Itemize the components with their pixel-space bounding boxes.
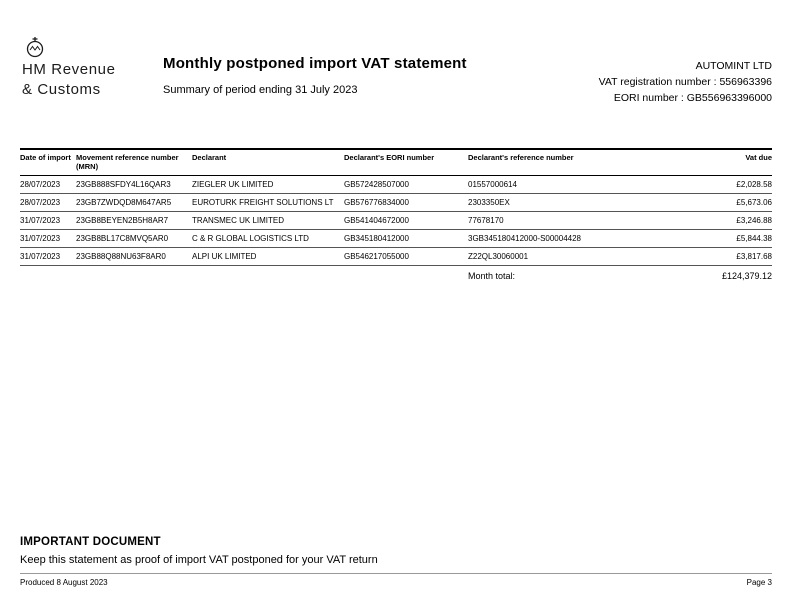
table-cell: 28/07/2023 (20, 194, 76, 212)
table-cell: £5,844.38 (642, 230, 772, 248)
company-details (599, 58, 772, 106)
table-cell: 3GB345180412000-S00004428 (468, 230, 642, 248)
hmrc-logo (22, 36, 116, 98)
table-row (20, 176, 772, 194)
table-cell: GB572428507000 (344, 176, 468, 194)
table-cell: GB345180412000 (344, 230, 468, 248)
table-cell: C & R GLOBAL LOGISTICS LTD (192, 230, 344, 248)
table-cell: 23GB888SFDY4L16QAR3 (76, 176, 192, 194)
column-header-eori: Declarant's EORI number (344, 149, 468, 176)
column-header-reference: Declarant's reference number (468, 149, 642, 176)
table-cell: ZIEGLER UK LIMITED (192, 176, 344, 194)
table-cell: 23GB88Q88NU63F8AR0 (76, 248, 192, 266)
table-header (20, 149, 772, 176)
table-cell: £5,673.06 (642, 194, 772, 212)
vat-registration-number: VAT registration number : 556963396 (598, 76, 772, 88)
hmrc-crown-icon (24, 36, 46, 58)
table-cell: GB546217055000 (344, 248, 468, 266)
table-cell: GB576776834000 (344, 194, 468, 212)
eori-number: EORI number : GB556963396000 (613, 92, 772, 104)
produced-date: Produced 8 August 2023 (20, 578, 108, 587)
table-footer (20, 266, 772, 286)
table-cell: 2303350EX (468, 194, 642, 212)
table-row (20, 248, 772, 266)
table-cell: 31/07/2023 (20, 230, 76, 248)
table-cell: 23GB8BL17C8MVQ5AR0 (76, 230, 192, 248)
table-cell: 77678170 (468, 212, 642, 230)
table-cell: ALPI UK LIMITED (192, 248, 344, 266)
page-footer (20, 573, 772, 587)
table-cell: 31/07/2023 (20, 248, 76, 266)
company-name: AUTOMINT LTD (695, 60, 772, 72)
hmrc-logo-line2: & Customs (22, 81, 101, 98)
column-header-date: Date of import (20, 149, 76, 176)
vat-statement-table (20, 148, 772, 285)
notice-body: Keep this statement as proof of import VAT postponed for your VAT return (20, 554, 378, 566)
table-cell: TRANSMEC UK LIMITED (192, 212, 344, 230)
table-row (20, 230, 772, 248)
table-cell: Z22QL30060001 (468, 248, 642, 266)
column-header-declarant: Declarant (192, 149, 344, 176)
table-cell: EUROTURK FREIGHT SOLUTIONS LT (192, 194, 344, 212)
table-cell: £3,246.88 (642, 212, 772, 230)
hmrc-logo-line1: HM Revenue (22, 61, 116, 78)
title-block (163, 55, 467, 96)
column-header-mrn: Movement reference number (MRN) (76, 149, 192, 176)
table-cell: 28/07/2023 (20, 176, 76, 194)
page-number: Page 3 (746, 578, 772, 587)
table-cell: 01557000614 (468, 176, 642, 194)
column-header-vat-due: Vat due (642, 149, 772, 176)
table-body (20, 176, 772, 266)
table-cell: 23GB7ZWDQD8M647AR5 (76, 194, 192, 212)
table-cell: £2,028.58 (642, 176, 772, 194)
month-total-row (20, 266, 772, 286)
page-title: Monthly postponed import VAT statement (163, 55, 467, 72)
table-cell: £3,817.68 (642, 248, 772, 266)
month-total-value: £124,379.12 (721, 271, 772, 281)
table-row (20, 212, 772, 230)
table-cell: 31/07/2023 (20, 212, 76, 230)
important-notice (20, 536, 378, 566)
month-total-label: Month total: (468, 271, 516, 281)
table-row (20, 194, 772, 212)
period-subtitle: Summary of period ending 31 July 2023 (163, 84, 358, 96)
table-cell: GB541404672000 (344, 212, 468, 230)
notice-heading: IMPORTANT DOCUMENT (20, 536, 161, 548)
table-cell: 23GB8BEYEN2B5H8AR7 (76, 212, 192, 230)
